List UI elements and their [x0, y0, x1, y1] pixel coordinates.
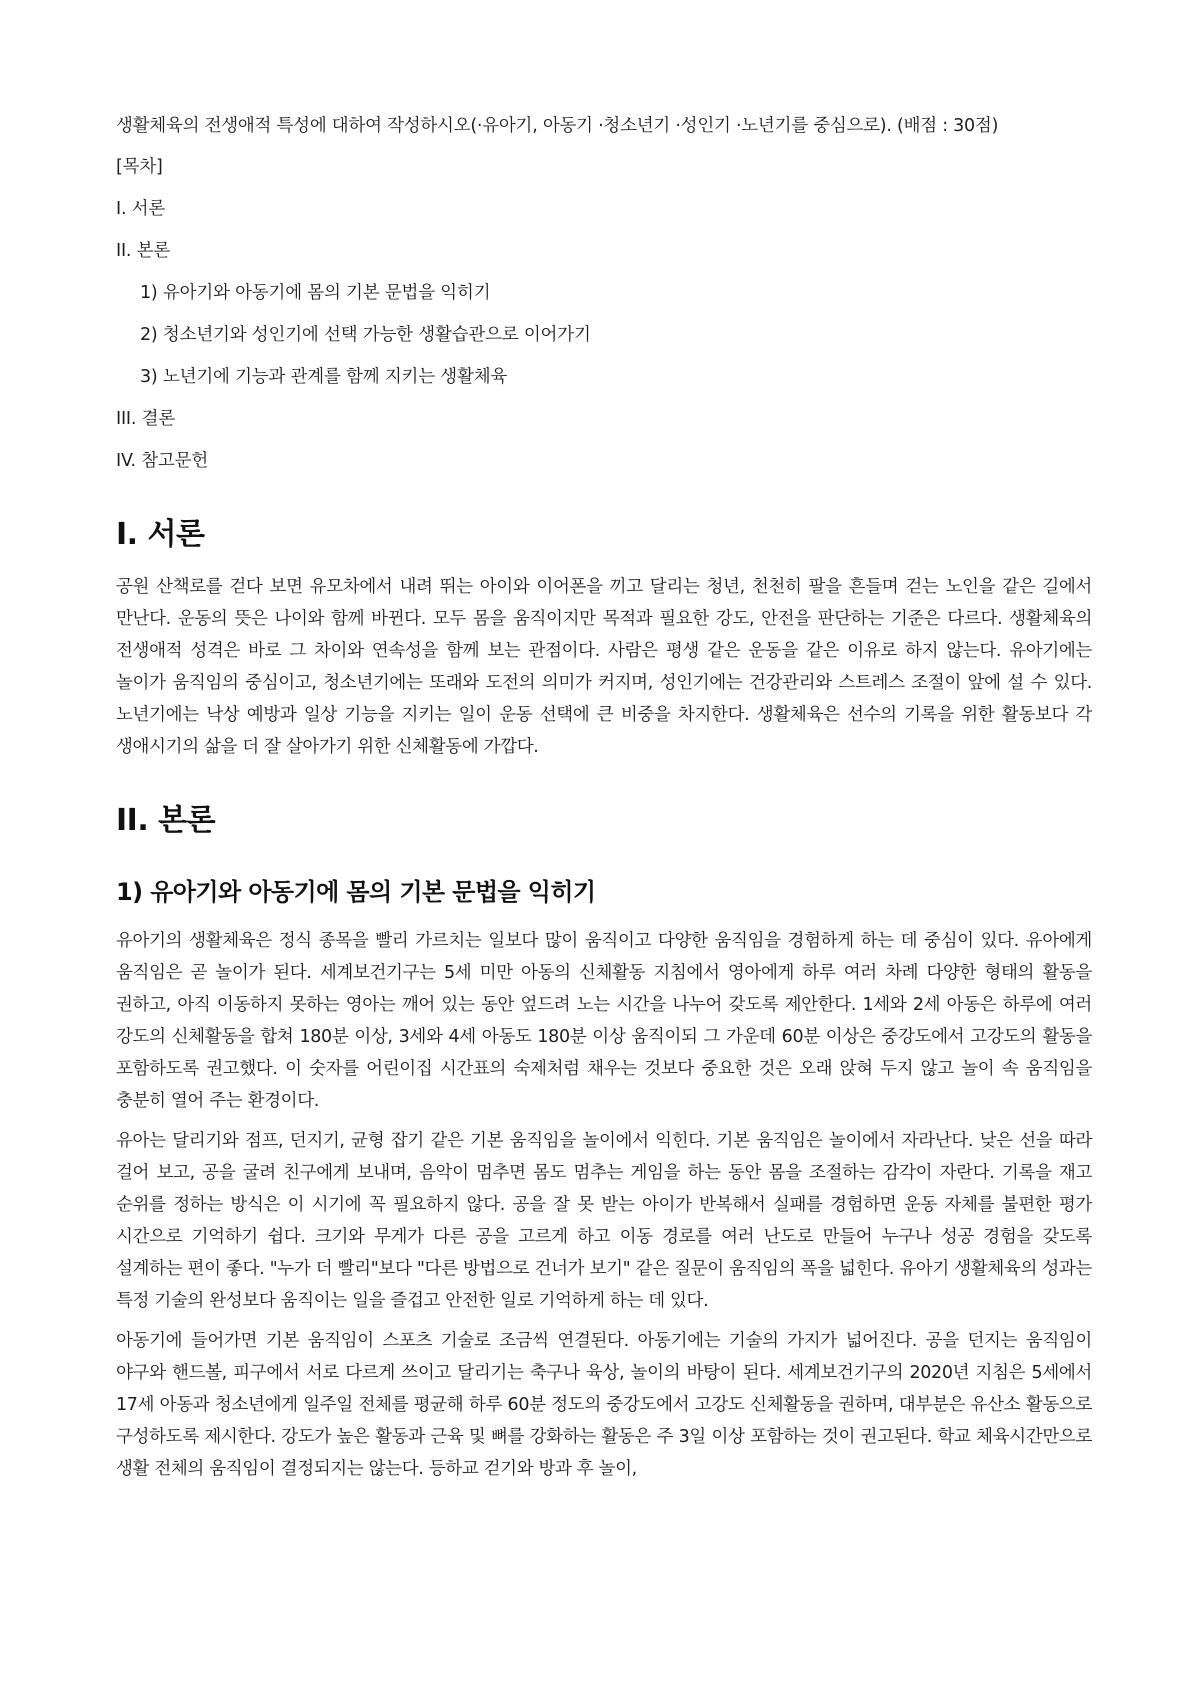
toc-item-conclusion: III. 결론	[116, 409, 176, 429]
body-paragraph: 유아기의 생활체육은 정식 종목을 빨리 가르치는 일보다 많이 움직이고 다양한 움직임을 경험하게 하는 데 중심이 있다. 유아에게 움직임은 곧 놀이가 된다. 세계보건기구는 5세 미만 아동의 신체활동 지침에서 영아에게 하루 여러 차례 다양한 형태의 활동을 권하고, 아직 이동하지 못하는 영아는 깨어 있는 동안 엎드려 노는 시간을 나누어 갖도록 제안한다. 1세와 2세 아동은 하루에 여러 강도의 신체활동을 합쳐 180분 이상, 3세와 4세 아동도 180분 이상 움직이되 그 가운데 60분 이상은 중강도에서 고강도의 활동을 포함하도록 권고했다. 이 숫자를 어린이집 시간표의 숙제처럼 채우는 것보다 중요한 것은 오래 앉혀 두지 않고 놀이 속 움직임을 충분히 열어 주는 환경이다.	[116, 931, 1092, 1111]
toc-title: [목차]	[116, 157, 163, 177]
toc-item-body: II. 본론	[116, 241, 171, 261]
body-heading: II. 본론	[116, 803, 216, 838]
intro-paragraph: 공원 산책로를 걷다 보면 유모차에서 내려 뛰는 아이와 이어폰을 끼고 달리는 청년, 천천히 팔을 흔들며 걷는 노인을 같은 길에서 만난다. 운동의 뜻은 나이와 함께 바뀐다. 모두 몸을 움직이지만 목적과 필요한 강도, 안전을 판단하는 기준은 다르다. 생활체육의 전생애적 성격은 바로 그 차이와 연속성을 함께 보는 관점이다. 사람은 평생 같은 운동을 같은 이유로 하지 않는다. 유아기에는 놀이가 움직임의 중심이고, 청소년기에는 또래와 도전의 의미가 커지며, 성인기에는 건강관리와 스트레스 조절이 앞에 설 수 있다. 노년기에는 낙상 예방과 일상 기능을 지키는 일이 운동 선택에 큰 비중을 차지한다. 생활체육은 선수의 기록을 위한 활동보다 각 생애시기의 삶을 더 잘 살아가기 위한 신체활동에 가깝다.	[116, 577, 1092, 757]
toc-item-references: IV. 참고문헌	[116, 451, 209, 471]
toc-item-body-1: 1) 유아기와 아동기에 몸의 기본 문법을 익히기	[140, 283, 491, 303]
question-prompt: 생활체육의 전생애적 특성에 대하여 작성하시오(·유아기, 아동기 ·청소년기 ·성인기 ·노년기를 중심으로). (배점 : 30점)	[116, 116, 999, 136]
body-paragraph: 아동기에 들어가면 기본 움직임이 스포츠 기술로 조금씩 연결된다. 아동기에는 기술의 가지가 넓어진다. 공을 던지는 움직임이 야구와 핸드볼, 피구에서 서로 다르게 쓰이고 달리기는 축구나 육상, 놀이의 바탕이 된다. 세계보건기구의 2020년 지침은 5세에서 17세 아동과 청소년에게 일주일 전체를 평균해 하루 60분 정도의 중강도에서 고강도 신체활동을 권하며, 대부분은 유산소 활동으로 구성하도록 제시한다. 강도가 높은 활동과 근육 및 뼈를 강화하는 활동은 주 3일 이상 포함하는 것이 권고된다. 학교 체육시간만으로 생활 전체의 움직임이 결정되지는 않는다. 등하교 걷기와 방과 후 놀이,	[116, 1331, 1092, 1479]
body-subsection-1-heading: 1) 유아기와 아동기에 몸의 기본 문법을 익히기	[116, 878, 596, 906]
table-of-contents	[116, 153, 1092, 475]
intro-heading: I. 서론	[116, 517, 205, 552]
body-paragraph: 유아는 달리기와 점프, 던지기, 균형 잡기 같은 기본 움직임을 놀이에서 익힌다. 기본 움직임은 놀이에서 자라난다. 낮은 선을 따라 걸어 보고, 공을 굴려 친구에게 보내며, 음악이 멈추면 몸도 멈추는 게임을 하는 동안 몸을 조절하는 감각이 자란다. 기록을 재고 순위를 정하는 방식은 이 시기에 꼭 필요하지 않다. 공을 잘 못 받는 아이가 반복해서 실패를 경험하면 운동 자체를 불편한 평가 시간으로 기억하기 쉽다. 크기와 무게가 다른 공을 고르게 하고 이동 경로를 여러 난도로 만들어 누구나 성공 경험을 갖도록 설계하는 편이 좋다. "누가 더 빨리"보다 "다른 방법으로 건너가 보기" 같은 질문이 움직임의 폭을 넓힌다. 유아기 생활체육의 성과는 특정 기술의 완성보다 움직이는 일을 즐겁고 안전한 일로 기억하게 하는 데 있다.	[116, 1131, 1092, 1311]
toc-item-body-3: 3) 노년기에 기능과 관계를 함께 지키는 생활체육	[140, 367, 508, 387]
toc-item-body-2: 2) 청소년기와 성인기에 선택 가능한 생활습관으로 이어가기	[140, 325, 591, 345]
toc-item-intro: I. 서론	[116, 199, 166, 219]
